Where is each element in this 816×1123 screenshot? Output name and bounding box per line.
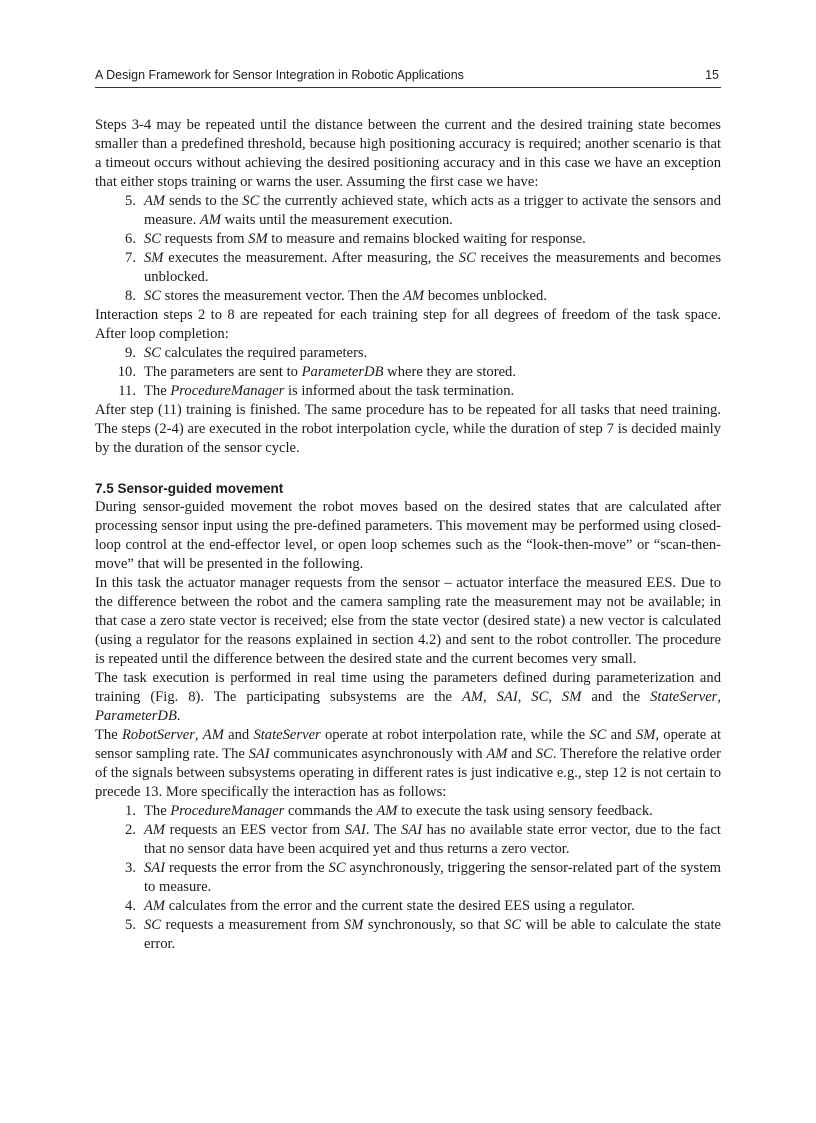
list-item — [95, 230, 721, 249]
italic-term: ProcedureManager — [170, 803, 285, 819]
paragraph-7 — [95, 726, 721, 802]
italic-term: SM — [248, 231, 268, 247]
text-run: waits until the measurement execution. — [221, 212, 453, 228]
text-run: receives the measurements and becomes unblocked. — [144, 250, 722, 285]
list-item-number: 9. — [125, 345, 136, 361]
text-run: commands the — [284, 803, 377, 819]
text-run: and — [606, 727, 636, 743]
italic-term: SC — [144, 917, 162, 933]
italic-term: SAI — [144, 860, 166, 876]
text-run: will be able to calculate the state error. — [144, 917, 721, 952]
italic-term: StateServer — [650, 689, 718, 705]
italic-term: SM — [343, 917, 364, 933]
text-run: . The — [365, 822, 401, 838]
list-item-number: 6. — [125, 231, 136, 247]
text-run: The — [95, 727, 122, 743]
italic-term: AM — [403, 288, 425, 304]
text-run: executes the measurement. After measuring, the — [163, 250, 459, 266]
list-item-number: 2. — [125, 822, 136, 838]
italic-term: SC — [458, 250, 476, 266]
italic-term: SC — [531, 689, 549, 705]
text-run: requests a measurement from — [161, 917, 344, 933]
list-item-number: 11. — [118, 383, 136, 399]
italic-term: SM — [635, 727, 656, 743]
text-run: . — [176, 708, 181, 724]
list-item — [95, 916, 721, 954]
text-run: communicates asynchronously with — [269, 746, 487, 762]
italic-term: SC — [144, 288, 162, 304]
italic-term: RobotServer — [121, 727, 195, 743]
text-run: stores the measurement vector. Then the — [161, 288, 404, 304]
list-item — [95, 363, 721, 382]
italic-term: SC — [242, 193, 260, 209]
text-run: calculates from the error and the current state the desired EES using a regulator. — [165, 898, 635, 914]
italic-term: SM — [561, 689, 582, 705]
italic-term: AM — [144, 193, 166, 209]
text-run: The task execution is performed in real time using the parameters defined during parameterization and training (Fig. 8). The participating subsystems are the — [95, 670, 721, 705]
body-text — [95, 116, 721, 954]
italic-term: SC — [144, 345, 162, 361]
list-item-number: 4. — [125, 898, 136, 914]
italic-term: AM — [199, 212, 221, 228]
italic-term: SC — [328, 860, 346, 876]
paragraph-4: During sensor-guided movement the robot moves based on the desired states that are calculated after processing sensor input using the pre-defined parameters. This movement may be performed using closed-loop control at the end-effector level, or open loop schemes such as the “look-then-move” or “scan-then-move” that will be presented in the following. — [95, 499, 721, 572]
text-run: operate at robot interpolation rate, while the — [320, 727, 590, 743]
paragraph-5: In this task the actuator manager requests from the sensor – actuator interface the measured EES. Due to the difference between the robot and the camera sampling rate the measurement may not be available; in that case a zero state vector is received; else from the state vector (desired state) a new vector is calculated (using a regulator for the reasons explained in section 4.2) and sent to the robot controller. The procedure is repeated until the difference between the desired state and the current becomes very small. — [95, 575, 721, 667]
text-run: The — [144, 383, 171, 399]
italic-term: AM — [144, 822, 166, 838]
italic-term: SAI — [400, 822, 423, 838]
text-run: , operate at sensor sampling rate. The — [95, 727, 722, 762]
text-run: , — [517, 689, 532, 705]
list-item-number: 10. — [117, 364, 136, 380]
list-item-number: 1. — [125, 803, 136, 819]
text-run: and — [507, 746, 536, 762]
list-item — [95, 897, 721, 916]
text-run: , — [194, 727, 203, 743]
text-run: and — [223, 727, 254, 743]
text-run: becomes unblocked. — [424, 288, 547, 304]
list-item — [95, 821, 721, 859]
text-run: sends to the — [165, 193, 243, 209]
italic-term: ParameterDB — [301, 364, 384, 380]
text-run: , — [717, 689, 722, 705]
page-number: 15 — [705, 68, 719, 82]
list-steps-1-5 — [95, 802, 721, 954]
italic-term: SC — [535, 746, 553, 762]
italic-term: StateServer — [253, 727, 321, 743]
italic-term: AM — [376, 803, 398, 819]
text-run: calculates the required parameters. — [161, 345, 368, 361]
text-run: is informed about the task termination. — [284, 383, 515, 399]
text-run: the currently achieved state, which acts as a trigger to activate the sensors and measure. — [144, 193, 721, 228]
text-run: , — [483, 689, 497, 705]
section-heading: 7.5 Sensor-guided movement — [95, 481, 284, 496]
text-run: to measure and remains blocked waiting for response. — [267, 231, 586, 247]
italic-term: AM — [202, 727, 224, 743]
italic-term: SAI — [496, 689, 518, 705]
list-steps-9-11 — [95, 344, 721, 401]
text-run: requests the error from the — [165, 860, 329, 876]
text-run: has no available state error vector, due to the fact that no sensor data have been acquired yet and thus returns a zero vector. — [144, 822, 721, 857]
italic-term: AM — [144, 898, 166, 914]
italic-term: ProcedureManager — [170, 383, 285, 399]
list-item-number: 3. — [125, 860, 136, 876]
text-run: The — [144, 803, 171, 819]
text-run: to execute the task using sensory feedback. — [397, 803, 653, 819]
italic-term: SAI — [344, 822, 366, 838]
text-run: requests an EES vector from — [165, 822, 345, 838]
list-item — [95, 287, 721, 306]
text-run: and the — [581, 689, 651, 705]
italic-term: AM — [486, 746, 508, 762]
italic-term: SC — [144, 231, 162, 247]
paragraph-3: After step (11) training is finished. The same procedure has to be repeated for all tasks that need training. The steps (2-4) are executed in the robot interpolation cycle, while the duration of step 7 is decided mainly by the duration of the sensor cycle. — [95, 402, 721, 456]
list-item-number: 7. — [125, 250, 136, 266]
italic-term: SM — [144, 250, 164, 266]
text-run: synchronously, so that — [363, 917, 505, 933]
paragraph-2: Interaction steps 2 to 8 are repeated for each training step for all degrees of freedom of the task space. After loop completion: — [95, 307, 721, 342]
text-run: asynchronously, triggering the sensor-related part of the system to measure. — [144, 860, 722, 895]
list-item — [95, 249, 721, 287]
list-item-number: 5. — [125, 917, 136, 933]
italic-term: SAI — [248, 746, 270, 762]
text-run: , — [548, 689, 562, 705]
running-header — [95, 68, 721, 88]
text-run: where they are stored. — [383, 364, 516, 380]
list-item — [95, 344, 721, 363]
text-run: . Therefore the relative order of the signals between subsystems operating in different rates is just indicative e.g., step 12 is not certain to precede 13. More specifically the interaction has as follows: — [95, 746, 722, 800]
list-item-number: 5. — [125, 193, 136, 209]
list-item — [95, 382, 721, 401]
list-item — [95, 859, 721, 897]
italic-term: ParameterDB — [95, 708, 177, 724]
paragraph-1: Steps 3-4 may be repeated until the distance between the current and the desired training state becomes smaller than a predefined threshold, because high positioning accuracy is required; another scenario is that a timeout occurs without achieving the desired positioning accuracy and in this case we have an exception that either stops training or warns the user. Assuming the first case we have: — [95, 117, 721, 190]
list-item-number: 8. — [125, 288, 136, 304]
list-item — [95, 802, 721, 821]
text-run: The parameters are sent to — [144, 364, 302, 380]
running-title: A Design Framework for Sensor Integration in Robotic Applications — [95, 68, 464, 82]
italic-term: AM — [461, 689, 484, 705]
italic-term: SC — [504, 917, 522, 933]
list-item — [95, 192, 721, 230]
italic-term: SC — [589, 727, 607, 743]
list-steps-5-8 — [95, 192, 721, 306]
text-run: requests from — [161, 231, 249, 247]
paragraph-6 — [95, 669, 721, 726]
